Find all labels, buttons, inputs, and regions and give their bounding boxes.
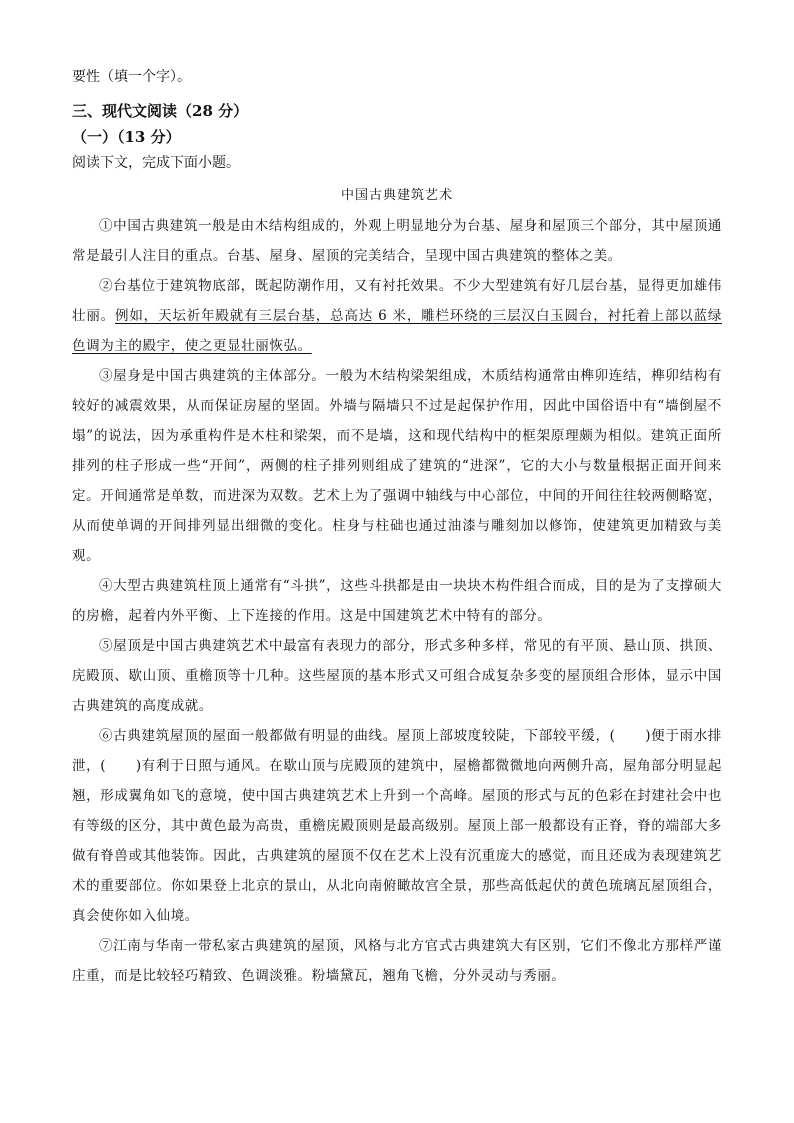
paragraph-2-underlined-text: 例如，天坛祈年殿就有三层台基，总高达 6 米，雕栏环绕的三层汉白玉圆台，衬托着上部以蓝绿色调为主的殿宇，使之更显壮丽恢弘。 bbox=[72, 308, 722, 354]
article-title: 中国古典建筑艺术 bbox=[340, 188, 453, 203]
paragraph-6-part-b: )便于雨水排泄，( bbox=[72, 728, 722, 774]
paragraph-4: ④大型古典建筑柱顶上通常有“斗拱”，这些斗拱都是由一块块木构件组合而成，目的是为了支撑硕大的房檐，起着内外平衡、上下连接的作用。这是中国建筑艺术中特有的部分。 bbox=[72, 578, 722, 624]
document-page bbox=[72, 64, 722, 991]
subsection-heading: （一）（13 分） bbox=[72, 128, 181, 146]
paragraph-2-text: ②台基位于建筑物底部，既起防潮作用，又有衬托效果。不少大型建筑有好几层台基，显得更加雄伟壮丽。 bbox=[72, 278, 722, 324]
previous-question-tail: 要性（填一个字）。 bbox=[72, 69, 191, 85]
section-heading: 三、现代文阅读（28 分） bbox=[72, 102, 249, 120]
paragraph-6 bbox=[72, 721, 722, 931]
paragraph-1: ①中国古典建筑一般是由木结构组成的，外观上明显地分为台基、屋身和屋顶三个部分，其中屋顶通常是最引人注目的重点。台基、屋身、屋顶的完美结合，呈现中国古典建筑的整体之美。 bbox=[72, 218, 722, 264]
paragraph-6-part-a: ⑥古典建筑屋顶的屋面一般都做有明显的曲线。屋顶上部坡度较陡，下部较平缓，( bbox=[99, 728, 616, 744]
paragraph-2 bbox=[72, 271, 722, 361]
paragraph-6-part-c: )有利于日照与通风。在歇山顶与庑殿顶的建筑中，屋檐都微微地向两侧升高，屋角部分明显起翘，形成翼角如飞的意境，使中国古典建筑艺术上升到一个高峰。屋顶的形式与瓦的色彩在封建社会中也有等级的区分，其中黄色最为高贵，重檐庑殿顶则是最高级别。屋顶上部一般都设有正脊，脊的端部大多做有脊兽或其他装饰。因此，古典建筑的屋顶不仅在艺术上没有沉重庞大的感觉，而且还成为表现建筑艺术的重要部位。你如果登上北京的景山，从北向南俯瞰故宫全景，那些高低起伏的黄色琉璃瓦屋顶组合，真会使你如入仙境。 bbox=[72, 758, 723, 924]
paragraph-7: ⑦江南与华南一带私家古典建筑的屋顶，风格与北方官式古典建筑大有区别，它们不像北方那样严谨庄重，而是比较轻巧精致、色调淡雅。粉墙黛瓦，翘角飞檐，分外灵动与秀丽。 bbox=[72, 938, 722, 984]
paragraph-5: ⑤屋顶是中国古典建筑艺术中最富有表现力的部分，形式多种多样，常见的有平顶、悬山顶、拱顶、庑殿顶、歇山顶、重檐顶等十几种。这些屋顶的基本形式又可组合成复杂多变的屋顶组合形体，显示中国古典建筑的高度成就。 bbox=[72, 638, 722, 714]
reading-instruction: 阅读下文，完成下面小题。 bbox=[72, 155, 240, 171]
paragraph-3: ③屋身是中国古典建筑的主体部分。一般为木结构梁架组成，木质结构通常由榫卯连结，榫卯结构有较好的减震效果，从而保证房屋的坚固。外墙与隔墙只不过是起保护作用，因此中国俗语中有“墙倒屋不塌”的说法，因为承重构件是木柱和梁架，而不是墙，这和现代结构中的框架原理颇为相似。建筑正面所排列的柱子形成一些“开间”，两侧的柱子排列则组成了建筑的“进深”，它的大小与数量根据正面开间来定。开间通常是单数，而进深为双数。艺术上为了强调中轴线与中心部位，中间的开间往往较两侧略宽，从而使单调的开间排列显出细微的变化。柱身与柱础也通过油漆与雕刻加以修饰，使建筑更加精致与美观。 bbox=[72, 368, 722, 564]
